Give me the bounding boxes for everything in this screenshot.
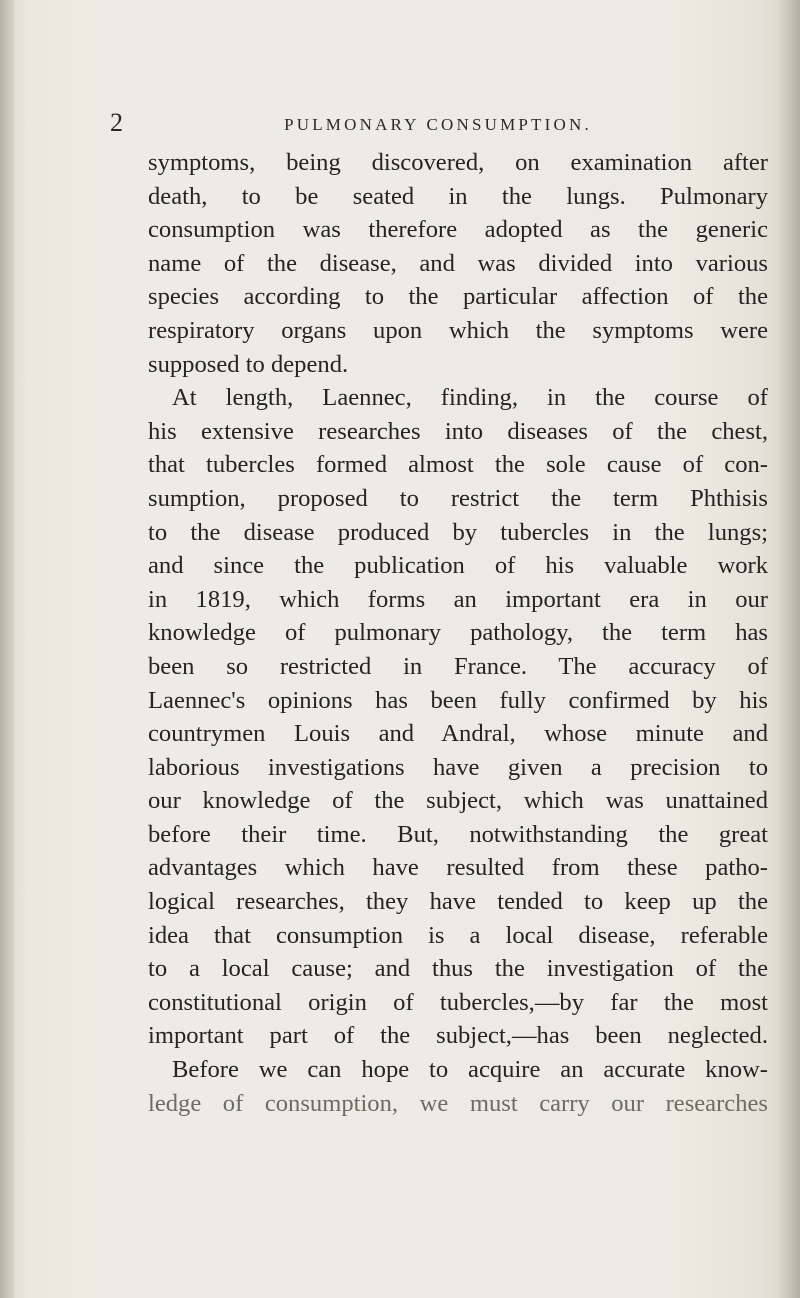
- text-line: idea that consumption is a local disease, referable: [148, 921, 768, 949]
- text-line: countrymen Louis and Andral, whose minute and: [148, 720, 768, 748]
- page-binding-shadow: [0, 0, 14, 1298]
- page-header: [108, 108, 768, 142]
- text-line: ledge of consumption, we must carry our researches: [148, 1089, 768, 1117]
- text-line: symptoms, being discovered, on examination after: [148, 149, 768, 176]
- page-edge-shadow: [778, 0, 800, 1298]
- text-line: that tubercles formed almost the sole cause of con-: [148, 451, 768, 479]
- running-head: PULMONARY CONSUMPTION.: [284, 115, 592, 134]
- text-line: knowledge of pulmonary pathology, the term has: [148, 619, 768, 647]
- text-line: his extensive researches into diseases of the chest,: [148, 417, 768, 445]
- text-line: our knowledge of the subject, which was unattained: [148, 787, 768, 815]
- text-line: advantages which have resulted from these patho-: [148, 854, 768, 882]
- text-line: supposed to depend.: [148, 350, 349, 378]
- text-line: before their time. But, notwithstanding the great: [148, 820, 768, 848]
- text-line: At length, Laennec, finding, in the course of: [172, 384, 768, 412]
- text-line: death, to be seated in the lungs. Pulmonary: [148, 182, 768, 210]
- page-number: 2: [110, 108, 123, 137]
- text-line: species according to the particular affection of the: [148, 283, 768, 311]
- text-line: in 1819, which forms an important era in our: [148, 585, 768, 613]
- text-line: important part of the subject,—has been neglected.: [148, 1022, 768, 1050]
- text-line: name of the disease, and was divided into various: [148, 249, 768, 277]
- text-line: Before we can hope to acquire an accurate know-: [172, 1056, 768, 1084]
- text-line: Laennec's opinions has been fully confirmed by his: [148, 686, 768, 714]
- text-line: laborious investigations have given a precision to: [148, 753, 768, 781]
- text-line: constitutional origin of tubercles,—by far the most: [148, 988, 768, 1016]
- text-line: to the disease produced by tubercles in the lungs;: [148, 518, 768, 546]
- text-line: respiratory organs upon which the symptoms were: [148, 316, 768, 344]
- text-line: logical researches, they have tended to keep up the: [148, 888, 768, 916]
- text-line: and since the publication of his valuable work: [148, 552, 768, 580]
- text-line: to a local cause; and thus the investigation of the: [148, 955, 768, 983]
- text-line: consumption was therefore adopted as the generic: [148, 216, 768, 244]
- text-line: been so restricted in France. The accuracy of: [148, 652, 768, 680]
- body-text: [148, 146, 768, 1120]
- text-line: sumption, proposed to restrict the term Phthisis: [148, 484, 768, 512]
